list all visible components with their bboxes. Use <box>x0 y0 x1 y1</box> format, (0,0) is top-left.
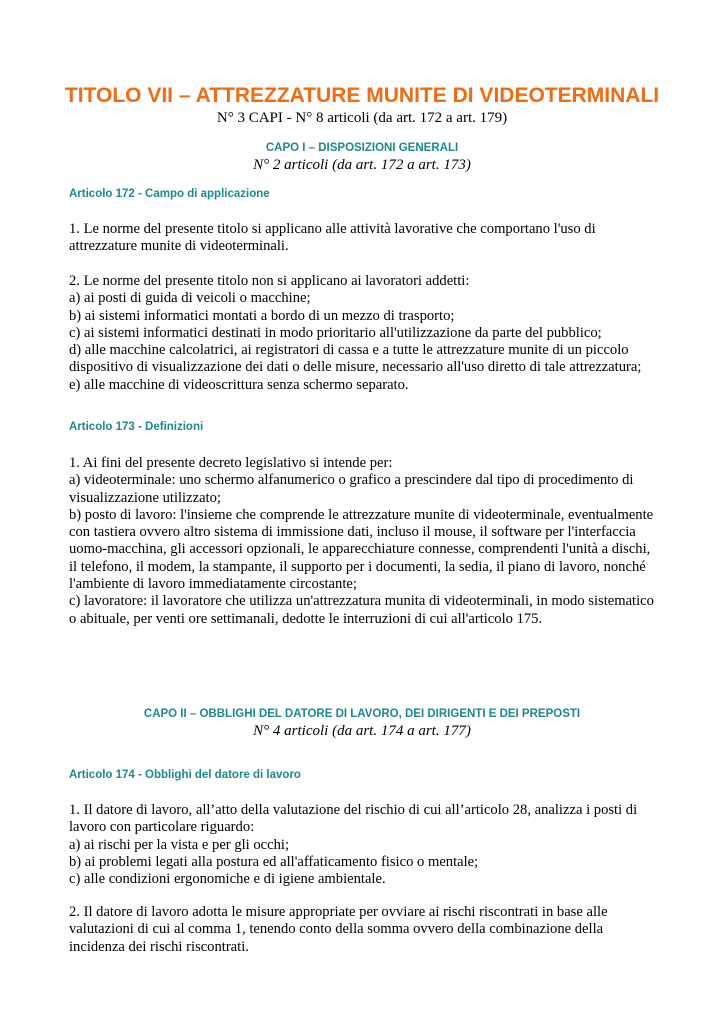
article-172-paragraph-2 <box>69 273 669 394</box>
text-line: lavoro con particolare riguardo: <box>69 819 255 836</box>
article-174-paragraph-2 <box>69 904 669 956</box>
article-173-heading: Articolo 173 - Definizioni <box>69 421 204 433</box>
text-line: b) posto di lavoro: l'insieme che comprende le attrezzature munite di videoterminale, eventualmente <box>69 506 654 523</box>
article-172-paragraph-1 <box>69 221 669 256</box>
article-172-heading: Articolo 172 - Campo di applicazione <box>69 188 270 200</box>
text-line: b) ai problemi legati alla postura ed all'affaticamento fisico o mentale; <box>69 853 479 870</box>
text-line: dispositivo di visualizzazione dei dati o delle misure, necessario all'uso diretto di tale attrezzatura; <box>69 359 642 376</box>
text-line: 1. Le norme del presente titolo si applicano alle attività lavorative che comportano l'uso di <box>69 221 596 237</box>
text-line: l'ambiente di lavoro immediatamente circostante; <box>69 576 357 593</box>
text-line: c) lavoratore: il lavoratore che utilizza un'attrezzatura munita di videoterminali, in modo sistematico <box>69 593 654 610</box>
text-line: incidenza dei rischi riscontrati. <box>69 938 249 955</box>
text-line: 2. Le norme del presente titolo non si applicano ai lavoratori addetti: <box>69 273 470 289</box>
text-line: o abituale, per venti ore settimanali, dedotte le interruzioni di cui all'articolo 175. <box>69 610 543 627</box>
text-line: valutazioni di cui al comma 1, tenendo conto della somma ovvero della combinazione della <box>69 921 604 938</box>
text-line: b) ai sistemi informatici montati a bordo di un mezzo di trasporto; <box>69 307 455 324</box>
text-line: 2. Il datore di lavoro adotta le misure appropriate per ovviare ai rischi riscontrati in base alle <box>69 904 608 920</box>
capo-1-subheading: N° 2 articoli (da art. 172 a art. 173) <box>253 157 471 173</box>
text-line: c) ai sistemi informatici destinati in modo prioritario all'utilizzazione da parte del pubblico; <box>69 324 602 341</box>
text-line: c) alle condizioni ergonomiche e di igiene ambientale. <box>69 871 386 888</box>
text-line: 1. Ai fini del presente decreto legislativo si intende per: <box>69 455 393 471</box>
capo-2-subheading: N° 4 articoli (da art. 174 a art. 177) <box>253 723 471 739</box>
text-line: 1. Il datore di lavoro, all’atto della valutazione del rischio di cui all’articolo 28, analizza i posti di <box>69 802 638 818</box>
text-line: a) ai rischi per la vista e per gli occhi; <box>69 836 290 853</box>
text-line: a) ai posti di guida di veicoli o macchine; <box>69 290 311 307</box>
text-line: d) alle macchine calcolatrici, ai registratori di cassa e a tutte le attrezzature munite di un piccolo <box>69 342 629 359</box>
text-line: visualizzazione utilizzato; <box>69 489 221 506</box>
text-line: il telefono, il modem, la stampante, il supporto per i documenti, la sedia, il piano di lavoro, nonché <box>69 558 646 575</box>
capo-2-heading: CAPO II – OBBLIGHI DEL DATORE DI LAVORO, DEI DIRIGENTI E DEI PREPOSTI <box>143 708 581 720</box>
capo-1-heading: CAPO I – DISPOSIZIONI GENERALI <box>265 142 459 154</box>
article-174-paragraph-1 <box>69 802 669 888</box>
text-line: attrezzature munite di videoterminali. <box>69 238 289 255</box>
article-173-paragraph-1 <box>69 455 669 628</box>
text-line: e) alle macchine di videoscrittura senza schermo separato. <box>69 376 409 393</box>
text-line: con tastiera ovvero altro sistema di immissione dati, incluso il mouse, il software per l'interfaccia <box>69 524 636 541</box>
text-line: a) videoterminale: uno schermo alfanumerico o grafico a prescindere dal tipo di procedimento di <box>69 472 634 489</box>
document-subtitle: N° 3 CAPI - N° 8 articoli (da art. 172 a art. 179) <box>216 110 508 126</box>
article-174-heading: Articolo 174 - Obblighi del datore di lavoro <box>69 769 301 781</box>
text-line: uomo-macchina, gli accessori opzionali, le apparecchiature connesse, comprendenti l'unità a dischi, <box>69 541 651 558</box>
document-title: TITOLO VII – ATTREZZATURE MUNITE DI VIDEOTERMINALI <box>64 84 660 107</box>
